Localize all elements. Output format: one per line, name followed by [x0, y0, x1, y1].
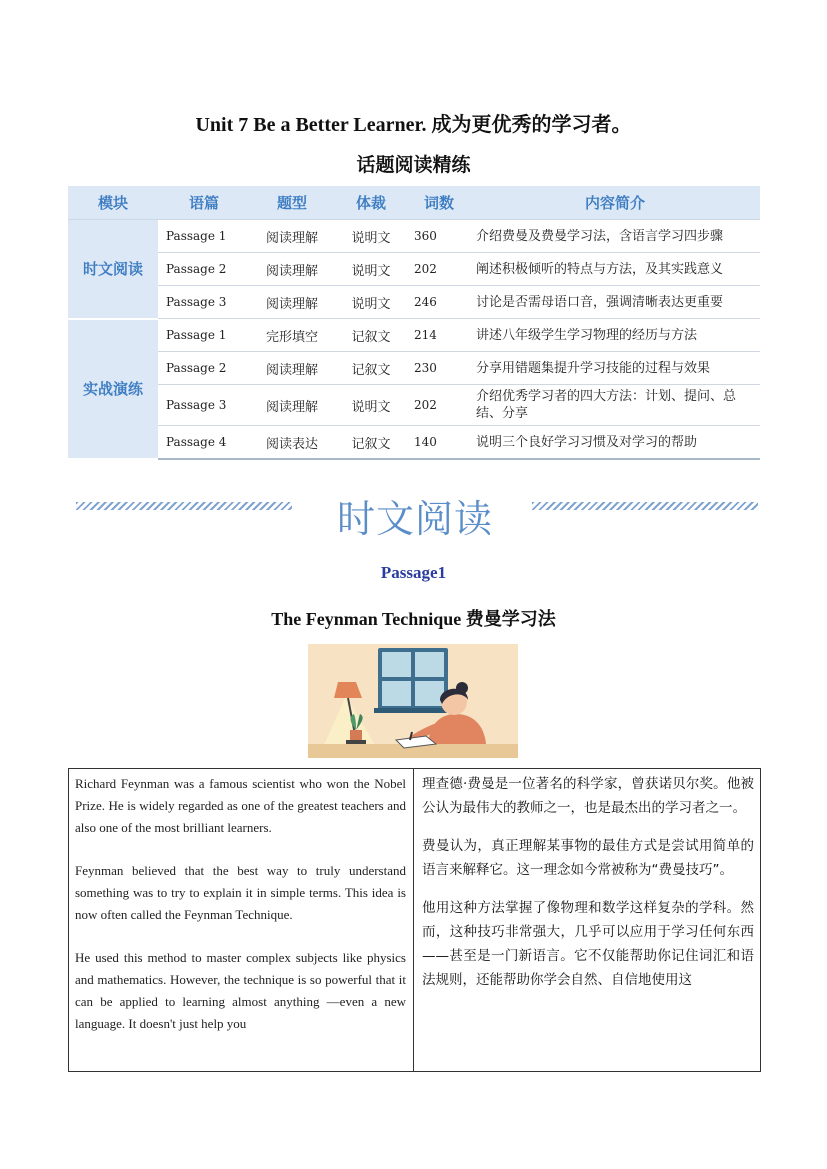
- chinese-paragraph: 费曼认为，真正理解某事物的最佳方式是尝试用简单的语言来解释它。这一理念如今常被称为“费曼技巧”。: [422, 838, 754, 878]
- summary-cell: 说明三个良好学习习惯及对学习的帮助: [470, 426, 760, 460]
- chinese-paragraph: 他用这种方法掌握了像物理和数学这样复杂的学科。然而，这种技巧非常强大，几乎可以应用于学习任何东西——甚至是一门新语言。它不仅能帮助你记住词汇和语法规则，还能帮助你学会自然、自信地使用这: [422, 900, 754, 988]
- words-cell: 214: [408, 319, 470, 352]
- table-row: [68, 286, 760, 319]
- table-row: [68, 253, 760, 286]
- genre-cell: 记叙文: [334, 426, 408, 460]
- type-cell: 阅读理解: [250, 385, 334, 426]
- table-row: [68, 426, 760, 460]
- bilingual-text-table: [68, 768, 761, 1072]
- column-header: 体裁: [334, 186, 408, 220]
- genre-cell: 记叙文: [334, 319, 408, 352]
- type-cell: 阅读理解: [250, 352, 334, 385]
- table-row: [68, 319, 760, 352]
- passage-cell: Passage 3: [158, 286, 250, 319]
- passage-cell: Passage 2: [158, 253, 250, 286]
- passage-cell: Passage 3: [158, 385, 250, 426]
- type-cell: 阅读表达: [250, 426, 334, 460]
- page-subtitle: 话题阅读精练: [356, 154, 471, 176]
- chinese-paragraph: 理查德·费曼是一位著名的科学家，曾获诺贝尔奖。他被公认为最伟大的教师之一，也是最杰出的学习者之一。: [422, 776, 754, 816]
- summary-cell: 阐述积极倾听的特点与方法，及其实践意义: [470, 253, 760, 286]
- column-header: 题型: [250, 186, 334, 220]
- genre-cell: 说明文: [334, 253, 408, 286]
- table-row: [68, 352, 760, 385]
- english-paragraph: Richard Feynman was a famous scientist who won the Nobel Prize. He is widely regarded as one of the greatest teachers and also one of the most brilliant learners.: [75, 776, 406, 835]
- column-header: 词数: [408, 186, 470, 220]
- words-cell: 202: [408, 385, 470, 426]
- words-cell: 202: [408, 253, 470, 286]
- table-row: [68, 385, 760, 426]
- type-cell: 完形填空: [250, 319, 334, 352]
- passage-title: The Feynman Technique 费曼学习法: [271, 609, 556, 629]
- summary-cell: 讲述八年级学生学习物理的经历与方法: [470, 319, 760, 352]
- type-cell: 阅读理解: [250, 253, 334, 286]
- overview-table: [68, 186, 760, 460]
- passage-cell: Passage 1: [158, 319, 250, 352]
- type-cell: 阅读理解: [250, 220, 334, 253]
- words-cell: 140: [408, 426, 470, 460]
- passage-cell: Passage 1: [158, 220, 250, 253]
- passage-cell: Passage 4: [158, 426, 250, 460]
- section-banner: [70, 486, 760, 542]
- column-header: 语篇: [158, 186, 250, 220]
- english-paragraph: He used this method to master complex subjects like physics and mathematics. However, the technique is so powerful that it can be applied to learning almost anything —even a new language. It doesn't just help you: [75, 950, 406, 1031]
- type-cell: 阅读理解: [250, 286, 334, 319]
- passage-label: Passage1: [380, 563, 447, 582]
- summary-cell: 分享用错题集提升学习技能的过程与效果: [470, 352, 760, 385]
- table-header-row: [68, 186, 760, 220]
- genre-cell: 记叙文: [334, 352, 408, 385]
- english-column: [69, 769, 414, 1072]
- student-studying-illustration: [308, 644, 518, 758]
- column-header: 内容简介: [470, 186, 760, 220]
- summary-cell: 介绍费曼及费曼学习法，含语言学习四步骤: [470, 220, 760, 253]
- summary-cell: 讨论是否需母语口音，强调清晰表达更重要: [470, 286, 760, 319]
- column-header: 模块: [68, 186, 158, 220]
- english-paragraph: Feynman believed that the best way to truly understand something was to try to explain it in simple terms. This idea is now often called the Feynman Technique.: [75, 863, 406, 922]
- table-row: [68, 220, 760, 253]
- passage-cell: Passage 2: [158, 352, 250, 385]
- genre-cell: 说明文: [334, 286, 408, 319]
- words-cell: 230: [408, 352, 470, 385]
- section-banner-title: 时文阅读: [336, 497, 493, 541]
- chinese-column: [414, 769, 761, 1072]
- genre-cell: 说明文: [334, 385, 408, 426]
- summary-cell: 介绍优秀学习者的四大方法：计划、提问、总结、分享: [470, 385, 760, 426]
- module-cell: 时文阅读: [68, 220, 158, 319]
- words-cell: 246: [408, 286, 470, 319]
- genre-cell: 说明文: [334, 220, 408, 253]
- module-cell: 实战演练: [68, 319, 158, 460]
- page-title: Unit 7 Be a Better Learner. 成为更优秀的学习者。: [195, 114, 632, 136]
- words-cell: 360: [408, 220, 470, 253]
